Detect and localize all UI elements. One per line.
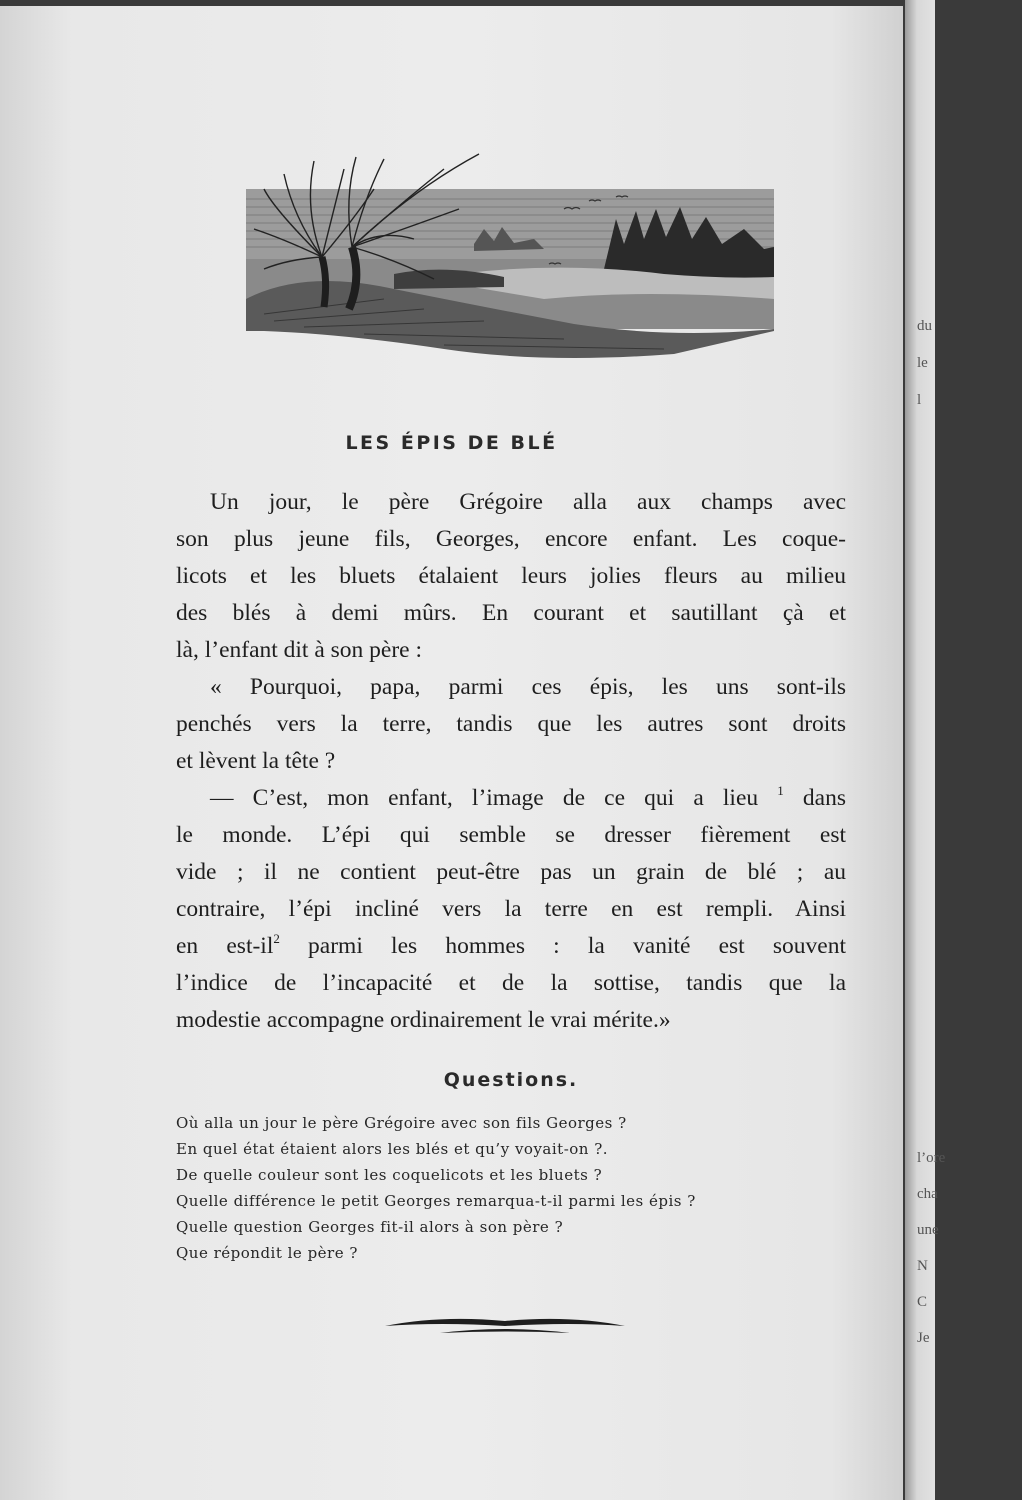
landscape-engraving: [244, 149, 776, 369]
adjacent-page-text: l: [917, 392, 922, 408]
page-title: LES ÉPIS DE BLÉ: [345, 432, 558, 454]
question-item: De quelle couleur sont les coquelicots et les bluets ?: [176, 1166, 603, 1184]
story-line-part: dans: [802, 785, 846, 811]
story-line: le monde. L’épi qui semble se dresser fièrement est: [176, 822, 846, 848]
adjacent-page-text: Je: [917, 1330, 930, 1346]
adjacent-page-text: N: [917, 1258, 928, 1274]
story-line: là, l’enfant dit à son père :: [176, 637, 423, 663]
question-item: Où alla un jour le père Grégoire avec son fils Georges ?: [176, 1114, 627, 1132]
story-text: [176, 484, 846, 1039]
question-item: Quelle question Georges fit-il alors à son père ?: [176, 1218, 564, 1236]
story-line-part: — C’est, mon enfant, l’image de ce qui a lieu: [210, 785, 759, 811]
story-line: vide ; il ne contient peut-être pas un grain de blé ; au: [176, 859, 846, 885]
adjacent-page-text: le: [917, 355, 928, 371]
story-line: « Pourquoi, papa, parmi ces épis, les uns sont-ils: [210, 674, 846, 700]
adjacent-page-text: une: [917, 1222, 939, 1238]
adjacent-page-text: du: [917, 318, 932, 334]
questions-list: [176, 1110, 696, 1266]
footnote-marker: 1: [777, 783, 784, 798]
ornament-divider: [380, 1311, 630, 1341]
adjacent-page-text: cha: [917, 1186, 938, 1202]
story-line: [176, 780, 846, 817]
question-item: Que répondit le père ?: [176, 1244, 358, 1262]
adjacent-page-edge: [905, 0, 946, 1500]
book-page: [0, 6, 903, 1500]
adjacent-page-text: C: [917, 1294, 928, 1310]
story-line: contraire, l’épi incliné vers la terre en est rempli. Ainsi: [176, 896, 846, 922]
story-line: penchés vers la terre, tandis que les autres sont droits: [176, 711, 846, 737]
story-line: Un jour, le père Grégoire alla aux champs avec: [210, 489, 846, 515]
story-line: l’indice de l’incapacité et de la sottise, tandis que la: [176, 970, 846, 996]
story-line: et lèvent la tête ?: [176, 748, 336, 774]
footnote-marker: 2: [273, 931, 280, 946]
story-line-part: parmi les hommes : la vanité est souvent: [308, 933, 847, 959]
question-item: Quelle différence le petit Georges remarqua-t-il parmi les épis ?: [176, 1192, 696, 1210]
story-line: [176, 928, 846, 965]
story-line-part: en est-il: [176, 933, 274, 959]
question-item: En quel état étaient alors les blés et qu’y voyait-on ?.: [176, 1140, 609, 1158]
story-line: des blés à demi mûrs. En courant et sautillant çà et: [176, 600, 846, 626]
adjacent-page-text: l’ore: [917, 1150, 946, 1166]
story-line: licots et les bluets étalaient leurs jolies fleurs au milieu: [176, 563, 846, 589]
story-line: modestie accompagne ordinairement le vrai mérite.»: [176, 1007, 671, 1033]
questions-heading: Questions.: [443, 1069, 579, 1091]
story-line: son plus jeune fils, Georges, encore enfant. Les coque-: [176, 526, 846, 552]
